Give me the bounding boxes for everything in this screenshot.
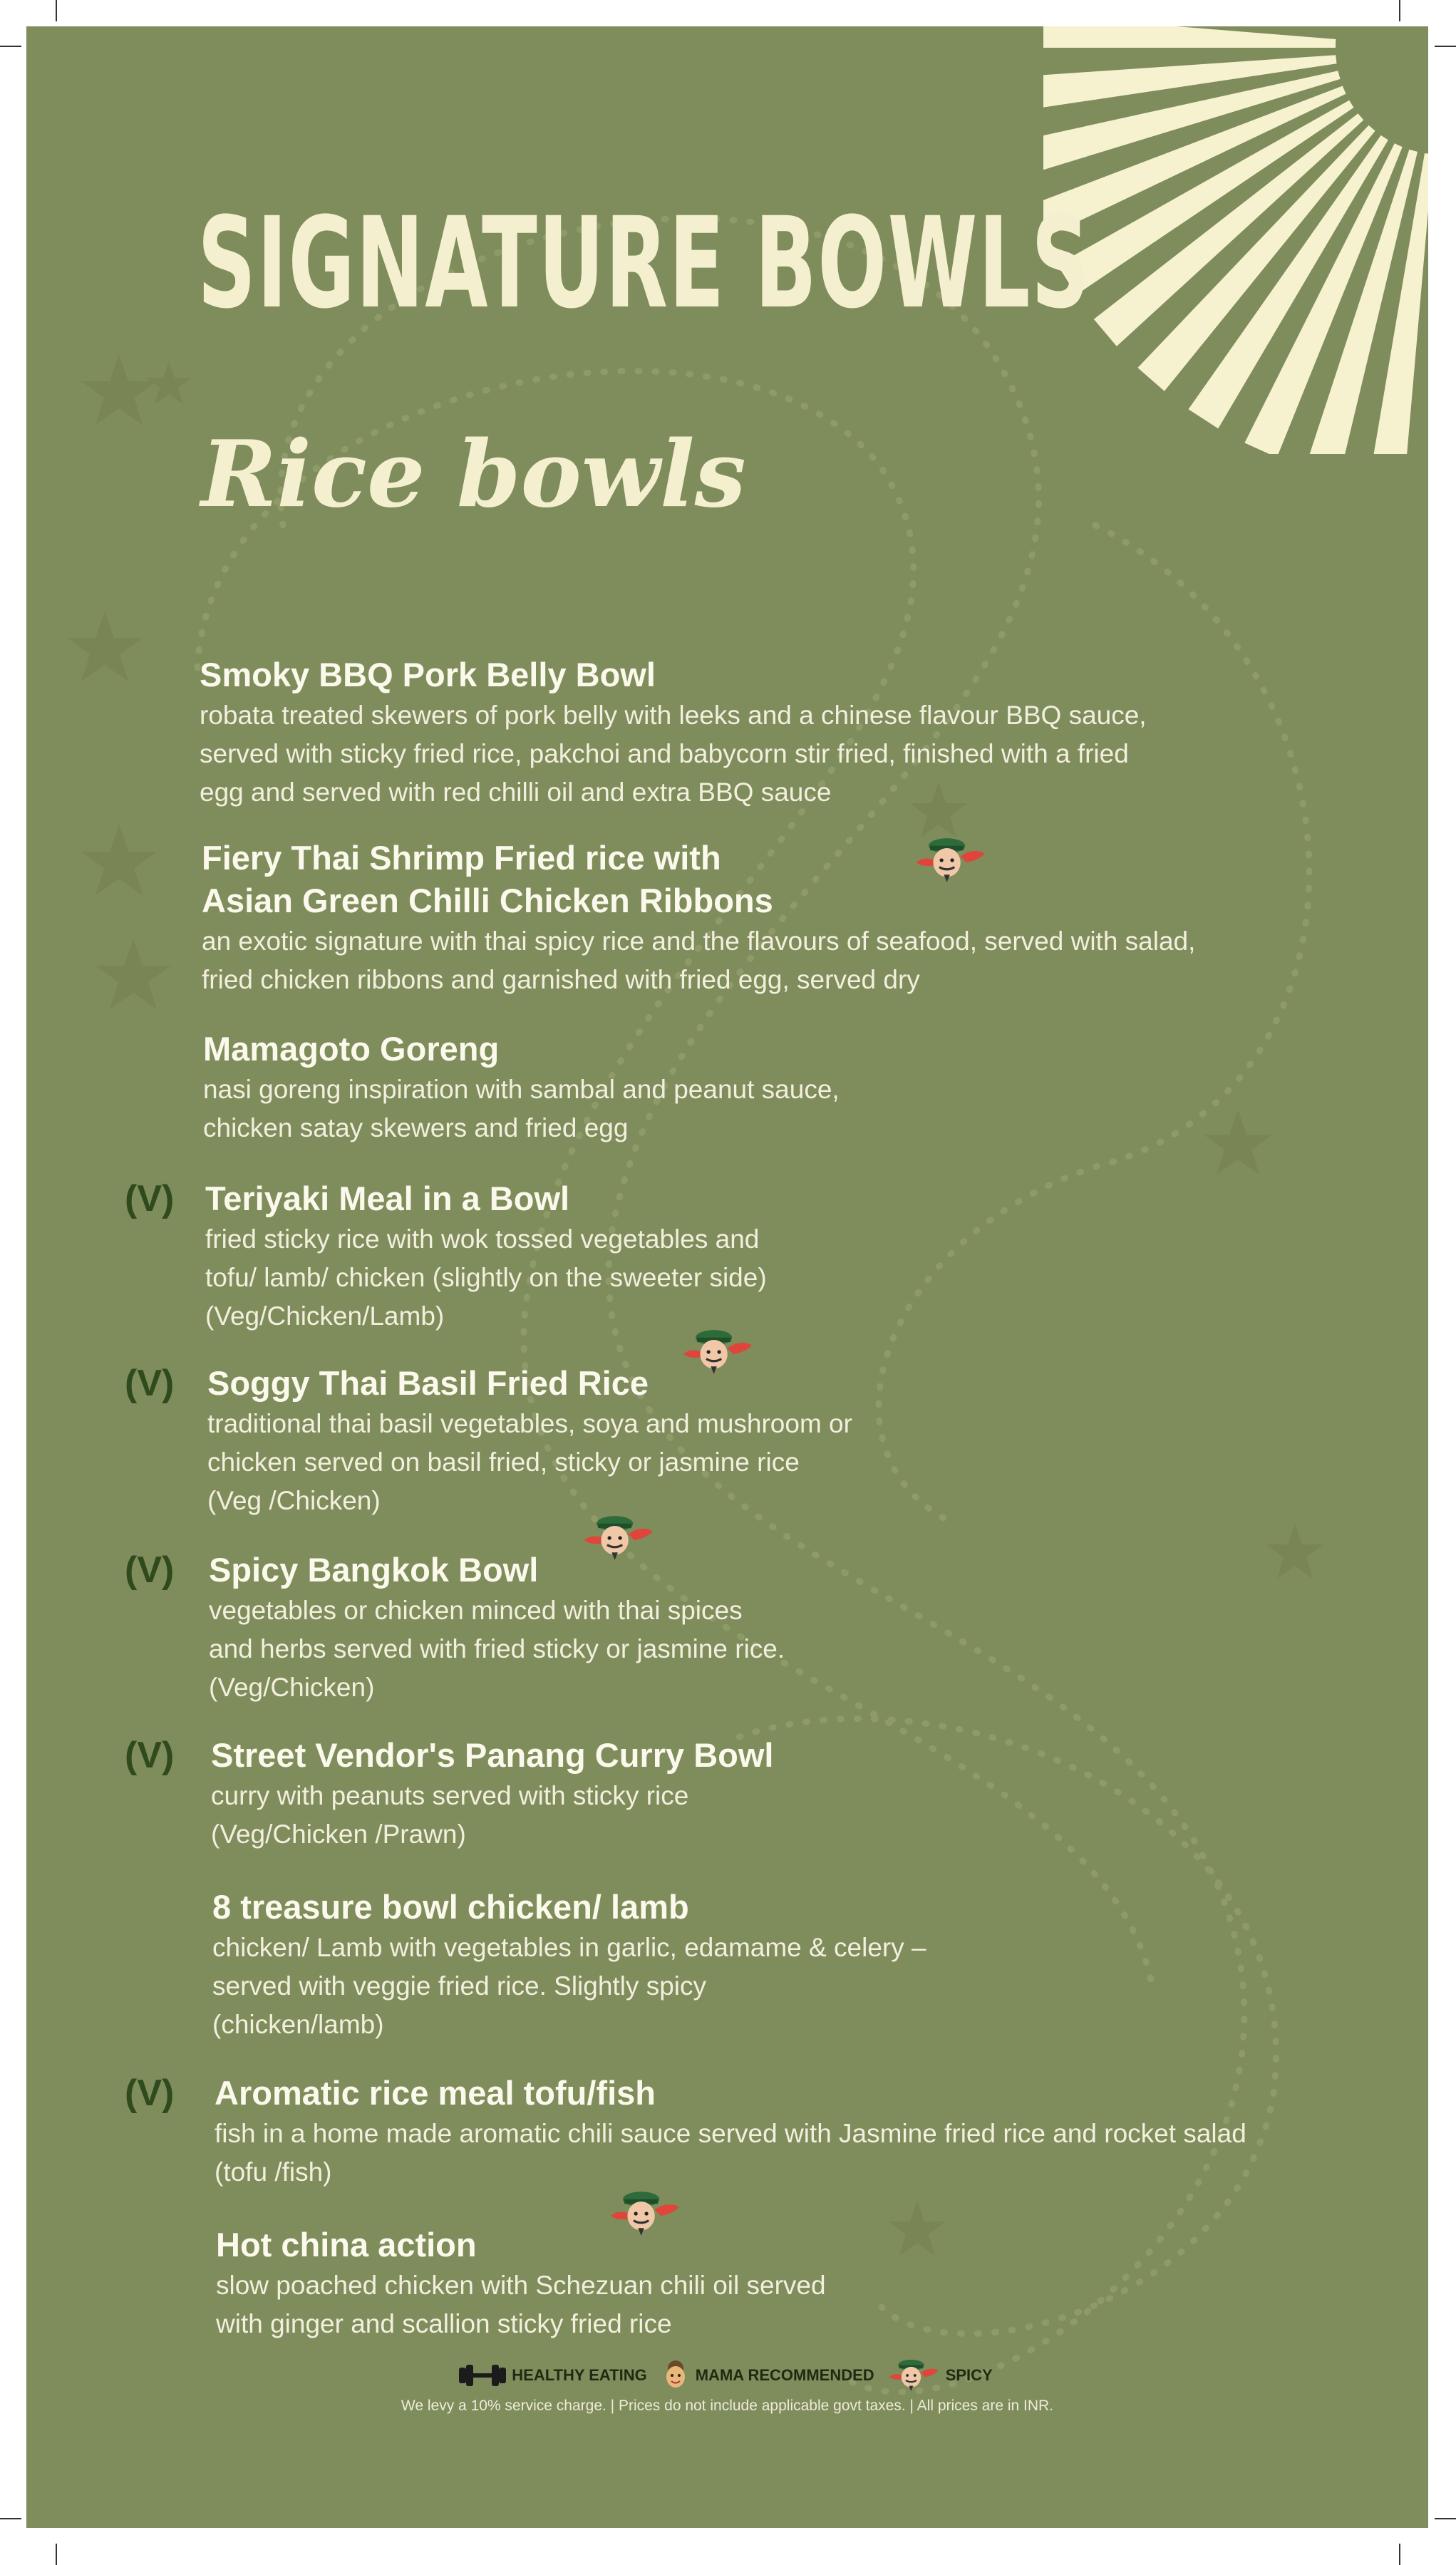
footer-note: We levy a 10% service charge. | Prices do not include applicable govt taxes. | All prices are in INR. bbox=[401, 2398, 1054, 2414]
menu-item bbox=[215, 2072, 1428, 2192]
legend-mama-label: MAMA RECOMMENDED bbox=[695, 2366, 874, 2384]
menu-item-name: Teriyaki Meal in a Bowl bbox=[205, 1180, 570, 1217]
menu-item-description: nasi goreng inspiration with sambal and peanut sauce, chicken satay skewers and fried egg bbox=[203, 1075, 840, 1142]
menu-item-name: Aromatic rice meal tofu/fish bbox=[215, 2074, 656, 2112]
menu-item-name: Mamagoto Goreng bbox=[203, 1030, 500, 1068]
menu-item-description: robata treated skewers of pork belly with leeks and a chinese flavour BBQ sauce, served with sticky fried rice, pakchoi and babycorn stir fried, finished with a fried egg and served with red chilli oil and extra BBQ sauce bbox=[200, 701, 1147, 807]
menu-item bbox=[209, 1549, 1428, 1707]
veg-marker: (V) bbox=[125, 1178, 175, 1219]
menu-item bbox=[200, 654, 1425, 812]
legend-spicy-label: SPICY bbox=[945, 2366, 993, 2384]
crop-mark bbox=[1435, 46, 1456, 47]
veg-marker: (V) bbox=[125, 1363, 175, 1404]
legend-healthy bbox=[458, 2363, 651, 2388]
chef-chilli-icon bbox=[887, 2358, 941, 2393]
chef-chilli-icon bbox=[581, 1514, 658, 1564]
section-title: Rice bowls bbox=[201, 421, 746, 528]
chef-chilli-icon bbox=[913, 837, 990, 887]
sunburst-ray bbox=[1043, 26, 1336, 48]
crop-mark bbox=[1435, 2518, 1456, 2519]
veg-marker: (V) bbox=[125, 1735, 175, 1776]
menu-item bbox=[216, 2224, 1428, 2343]
legend-mama bbox=[660, 2358, 879, 2393]
menu-item-name: Soggy Thai Basil Fried Rice bbox=[207, 1364, 649, 1402]
menu-item bbox=[203, 1028, 1428, 1147]
chef-chilli-icon bbox=[607, 2190, 684, 2240]
menu-item-description: chicken/ Lamb with vegetables in garlic, edamame & celery – served with veggie fried rice. Slightly spicy (chicken/lamb) bbox=[212, 1933, 926, 2039]
dumbbell-icon bbox=[458, 2363, 507, 2388]
menu-item bbox=[211, 1734, 1428, 1854]
sunburst-decoration bbox=[1043, 26, 1428, 454]
menu-item-description: fried sticky rice with wok tossed vegetables and tofu/ lamb/ chicken (slightly on the sweeter side) (Veg/Chicken/Lamb) bbox=[205, 1224, 767, 1331]
crop-mark bbox=[56, 2544, 57, 2565]
menu-item-name: Street Vendor's Panang Curry Bowl bbox=[211, 1736, 774, 1774]
menu-item-description: vegetables or chicken minced with thai spices and herbs served with fried sticky or jasmine rice. (Veg/Chicken) bbox=[209, 1596, 785, 1702]
menu-item-description: fish in a home made aromatic chili sauce served with Jasmine fried rice and rocket salad (tofu /fish) bbox=[215, 2119, 1246, 2187]
menu-item-name: 8 treasure bowl chicken/ lamb bbox=[212, 1888, 689, 1926]
menu-item-name: Fiery Thai Shrimp Fried rice with Asian Green Chilli Chicken Ribbons bbox=[202, 839, 773, 919]
menu-item bbox=[202, 837, 1427, 999]
mama-face-icon bbox=[660, 2358, 691, 2393]
crop-mark bbox=[56, 0, 57, 21]
menu-item-description: an exotic signature with thai spicy rice and the flavours of seafood, served with salad, fried chicken ribbons and garnished with fried egg, served dry bbox=[202, 927, 1196, 994]
menu-item bbox=[212, 1886, 1428, 2044]
crop-mark bbox=[1399, 2544, 1400, 2565]
legend-healthy-label: HEALTHY EATING bbox=[512, 2366, 647, 2384]
menu-page bbox=[26, 26, 1428, 2528]
crop-mark bbox=[0, 2518, 21, 2519]
menu-item-name: Hot china action bbox=[216, 2226, 477, 2264]
menu-item bbox=[207, 1362, 1428, 1520]
menu-item-name: Spicy Bangkok Bowl bbox=[209, 1551, 539, 1589]
veg-marker: (V) bbox=[125, 2073, 175, 2114]
menu-item-description: traditional thai basil vegetables, soya and mushroom or chicken served on basil fried, sticky or jasmine rice (Veg /Chicken) bbox=[207, 1409, 852, 1515]
menu-item-description: slow poached chicken with Schezuan chili oil served with ginger and scallion sticky fried rice bbox=[216, 2271, 826, 2338]
legend bbox=[26, 2358, 1428, 2393]
page-title: SIGNATURE BOWLS bbox=[197, 190, 1091, 336]
legend-spicy bbox=[887, 2358, 997, 2393]
menu-item bbox=[205, 1177, 1428, 1336]
veg-marker: (V) bbox=[125, 1549, 175, 1591]
crop-mark bbox=[1399, 0, 1400, 21]
menu-item-description: curry with peanuts served with sticky rice (Veg/Chicken /Prawn) bbox=[211, 1781, 689, 1849]
chef-chilli-icon bbox=[680, 1328, 757, 1378]
crop-mark bbox=[0, 46, 21, 47]
menu-item-name: Smoky BBQ Pork Belly Bowl bbox=[200, 656, 656, 693]
